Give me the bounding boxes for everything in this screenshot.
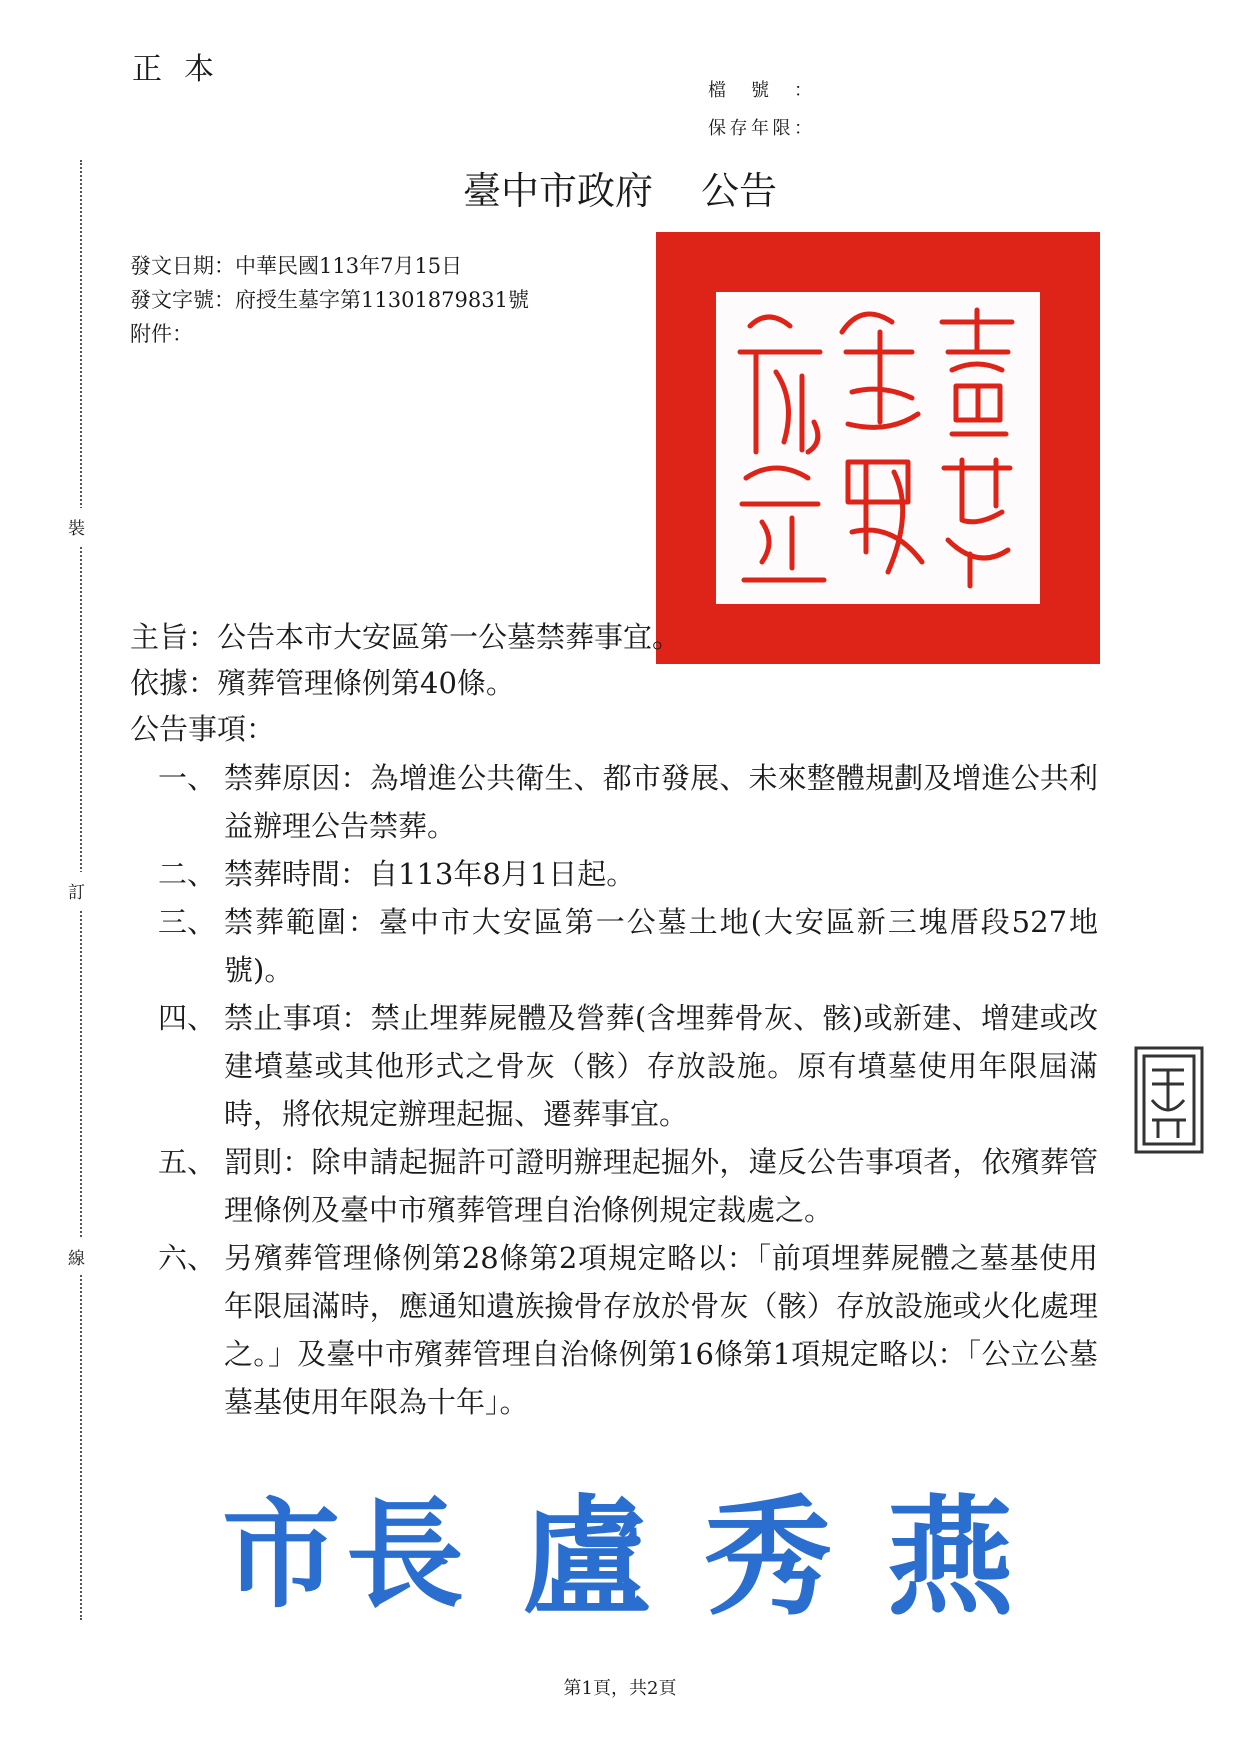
item-text: 禁止事項：禁止埋葬屍體及營葬(含埋葬骨灰、骸)或新建、增建或改建墳墓或其他形式之骨灰（骸）存放設施。原有墳墓使用年限屆滿時，將依規定辦理起掘、遷葬事宜。 [224, 1001, 1098, 1131]
notice-item-4 [158, 994, 1098, 1138]
basis-line: 依據：殯葬管理條例第40條。 [130, 666, 515, 700]
item-text: 另殯葬管理條例第28條第2項規定略以：「前項埋葬屍體之墓基使用年限屆滿時，應通知遺族撿骨存放於骨灰（骸）存放設施或火化處理之。」及臺中市殯葬管理自治條例第16條第1項規定略以：「公立公墓墓基使用年限為十年」。 [224, 1241, 1098, 1419]
signature-title: 市長 [222, 1485, 471, 1624]
notice-heading: 公告事項： [130, 712, 276, 746]
attachment-label: 附件： [130, 322, 193, 346]
copy-label: 正本 [132, 52, 236, 87]
item-text: 禁葬時間：自113年8月1日起。 [224, 857, 636, 891]
binding-mark-bottom: 線 [68, 1238, 85, 1275]
archive-number-label: 檔號： [708, 80, 812, 101]
retention-period-label: 保存年限： [708, 118, 812, 139]
mayor-signature [222, 1470, 1042, 1630]
item-number: 四、 [158, 1001, 217, 1035]
item-number: 二、 [158, 857, 217, 891]
notice-item-6 [158, 1234, 1098, 1426]
subject-line: 主旨：公告本市大安區第一公墓禁葬事宜。 [130, 620, 682, 654]
signature-name: 盧秀燕 [522, 1483, 1042, 1630]
page-number: 第1頁，共2頁 [563, 1678, 677, 1699]
binding-mark-top: 裝 [68, 508, 85, 545]
item-number: 一、 [158, 761, 217, 795]
issue-date: 發文日期：中華民國113年7月15日 [130, 254, 463, 278]
notice-item-5 [158, 1138, 1098, 1234]
side-seal-fragment [1128, 1040, 1204, 1160]
item-number: 三、 [158, 905, 217, 939]
document-number: 發文字號：府授生墓字第11301879831號 [130, 288, 529, 312]
item-number: 六、 [158, 1241, 217, 1275]
item-number: 五、 [158, 1145, 217, 1179]
item-text: 禁葬範圍：臺中市大安區第一公墓土地(大安區新三塊厝段527地號)。 [224, 905, 1098, 987]
item-text: 罰則：除申請起掘許可證明辦理起掘外，違反公告事項者，依殯葬管理條例及臺中市殯葬管理自治條例規定裁處之。 [224, 1145, 1098, 1227]
official-seal [656, 232, 1100, 664]
seal-script-icon [716, 292, 1040, 604]
notice-item-2 [158, 850, 1098, 898]
notice-item-3 [158, 898, 1098, 994]
document-title [0, 160, 1240, 215]
partial-stamp-icon [1128, 1040, 1204, 1160]
issuing-organization: 臺中市政府 [462, 169, 653, 213]
document-type: 公告 [701, 169, 778, 213]
item-text: 禁葬原因：為增進公共衛生、都市發展、未來整體規劃及增進公共利益辦理公告禁葬。 [224, 761, 1098, 843]
signature-seal-icon [222, 1470, 1042, 1630]
notice-item-1 [158, 754, 1098, 850]
binding-mark-middle: 訂 [68, 872, 85, 909]
